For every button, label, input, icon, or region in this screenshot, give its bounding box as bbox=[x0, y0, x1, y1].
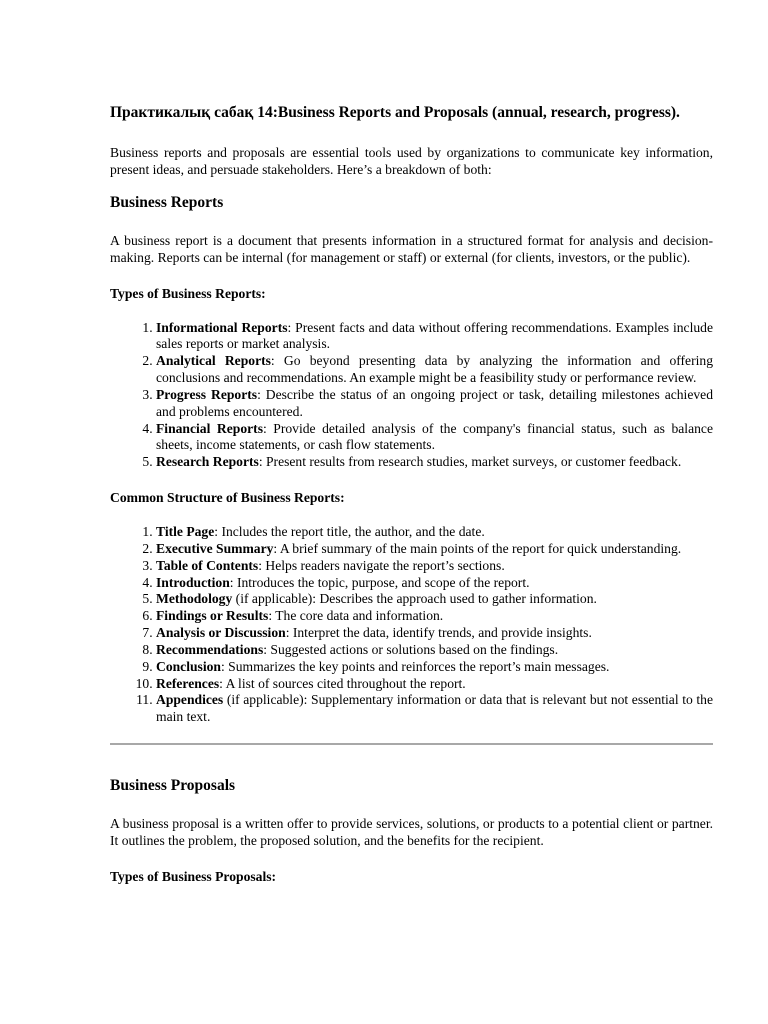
reports-description: A business report is a document that presents information in a structured format for analysis and decision-making. Reports can be internal (for management or staff) or external (for clients, investors, or the public). bbox=[110, 232, 713, 265]
list-item-term: Analysis or Discussion bbox=[156, 625, 286, 641]
list-item-term: Table of Contents bbox=[156, 557, 259, 573]
list-item bbox=[156, 676, 713, 693]
proposal-types-heading: Types of Business Proposals: bbox=[110, 868, 277, 884]
list-item bbox=[156, 659, 713, 676]
list-item bbox=[156, 524, 713, 541]
proposals-description: A business proposal is a written offer to provide services, solutions, or products to a potential client or partner. It outlines the problem, the proposed solution, and the benefits for the recipient. bbox=[110, 816, 713, 849]
list-item bbox=[156, 421, 713, 455]
list-item-text: : Describe the status of an ongoing project or task, detailing milestones achieved and problems encountered. bbox=[156, 386, 713, 419]
list-item-text: (if applicable): Describes the approach used to gather information. bbox=[232, 591, 597, 607]
list-item bbox=[156, 608, 713, 625]
list-item-text: : Includes the report title, the author, and the date. bbox=[214, 524, 485, 540]
list-item-text: : Introduces the topic, purpose, and scope of the report. bbox=[229, 574, 530, 590]
list-item-term: Recommendations bbox=[156, 641, 264, 657]
report-structure-list bbox=[110, 524, 713, 726]
list-item-term: Conclusion bbox=[156, 658, 221, 674]
list-item bbox=[156, 591, 713, 608]
list-item-text: : Helps readers navigate the report’s sections. bbox=[258, 557, 505, 573]
list-item bbox=[156, 353, 713, 387]
list-item bbox=[156, 320, 713, 354]
list-item bbox=[156, 642, 713, 659]
list-item-term: Executive Summary bbox=[156, 540, 274, 556]
list-item-term: Findings or Results bbox=[156, 608, 269, 624]
list-item-text: : Provide detailed analysis of the company's financial status, such as balance sheets, income statements, or cash flow statements. bbox=[156, 420, 713, 453]
list-item-text: : A brief summary of the main points of the report for quick understanding. bbox=[273, 540, 682, 556]
report-types-heading: Types of Business Reports: bbox=[110, 285, 266, 301]
proposals-heading: Business Proposals bbox=[110, 777, 236, 795]
list-item bbox=[156, 541, 713, 558]
list-item-term: Appendices bbox=[156, 692, 224, 708]
list-item bbox=[156, 625, 713, 642]
list-item-text: : Go beyond presenting data by analyzing the information and offering conclusions and recommendations. An example might be a feasibility study or performance review. bbox=[156, 353, 713, 386]
list-item-term: References bbox=[156, 675, 220, 691]
list-item-text: : Present results from research studies, market surveys, or customer feedback. bbox=[258, 454, 682, 470]
list-item-term: Introduction bbox=[156, 574, 230, 590]
list-item bbox=[156, 454, 713, 471]
report-structure-heading: Common Structure of Business Reports: bbox=[110, 490, 345, 506]
list-item bbox=[156, 692, 713, 726]
list-item-term: Financial Reports bbox=[156, 420, 263, 436]
list-item-text: : Suggested actions or solutions based on the findings. bbox=[263, 641, 559, 657]
list-item-term: Methodology bbox=[156, 591, 233, 607]
list-item-term: Title Page bbox=[156, 524, 215, 540]
list-item-text: : Summarizes the key points and reinforces the report’s main messages. bbox=[220, 658, 610, 674]
list-item-term: Research Reports bbox=[156, 454, 259, 470]
list-item-term: Analytical Reports bbox=[156, 353, 271, 369]
reports-heading: Business Reports bbox=[110, 193, 224, 211]
document-title: Практикалық сабақ 14:Business Reports and Proposals (annual, research, progress). bbox=[110, 104, 680, 121]
list-item bbox=[156, 575, 713, 592]
list-item-text: : Present facts and data without offering recommendations. Examples include sales reports or market analysis. bbox=[156, 319, 713, 352]
list-item-term: Informational Reports bbox=[156, 319, 288, 335]
list-item-text: : A list of sources cited throughout the report. bbox=[219, 675, 466, 691]
report-types-list bbox=[110, 320, 713, 472]
list-item bbox=[156, 387, 713, 421]
list-item-term: Progress Reports bbox=[156, 386, 258, 402]
intro-paragraph: Business reports and proposals are essential tools used by organizations to communicate key information, present ideas, and persuade stakeholders. Here’s a breakdown of both: bbox=[110, 145, 713, 177]
list-item-text: : Interpret the data, identify trends, and provide insights. bbox=[285, 625, 592, 641]
list-item-text: (if applicable): Supplementary information or data that is relevant but not essential to the main text. bbox=[156, 692, 713, 725]
section-divider bbox=[110, 743, 713, 745]
list-item bbox=[156, 558, 713, 575]
list-item-text: : The core data and information. bbox=[268, 608, 444, 624]
